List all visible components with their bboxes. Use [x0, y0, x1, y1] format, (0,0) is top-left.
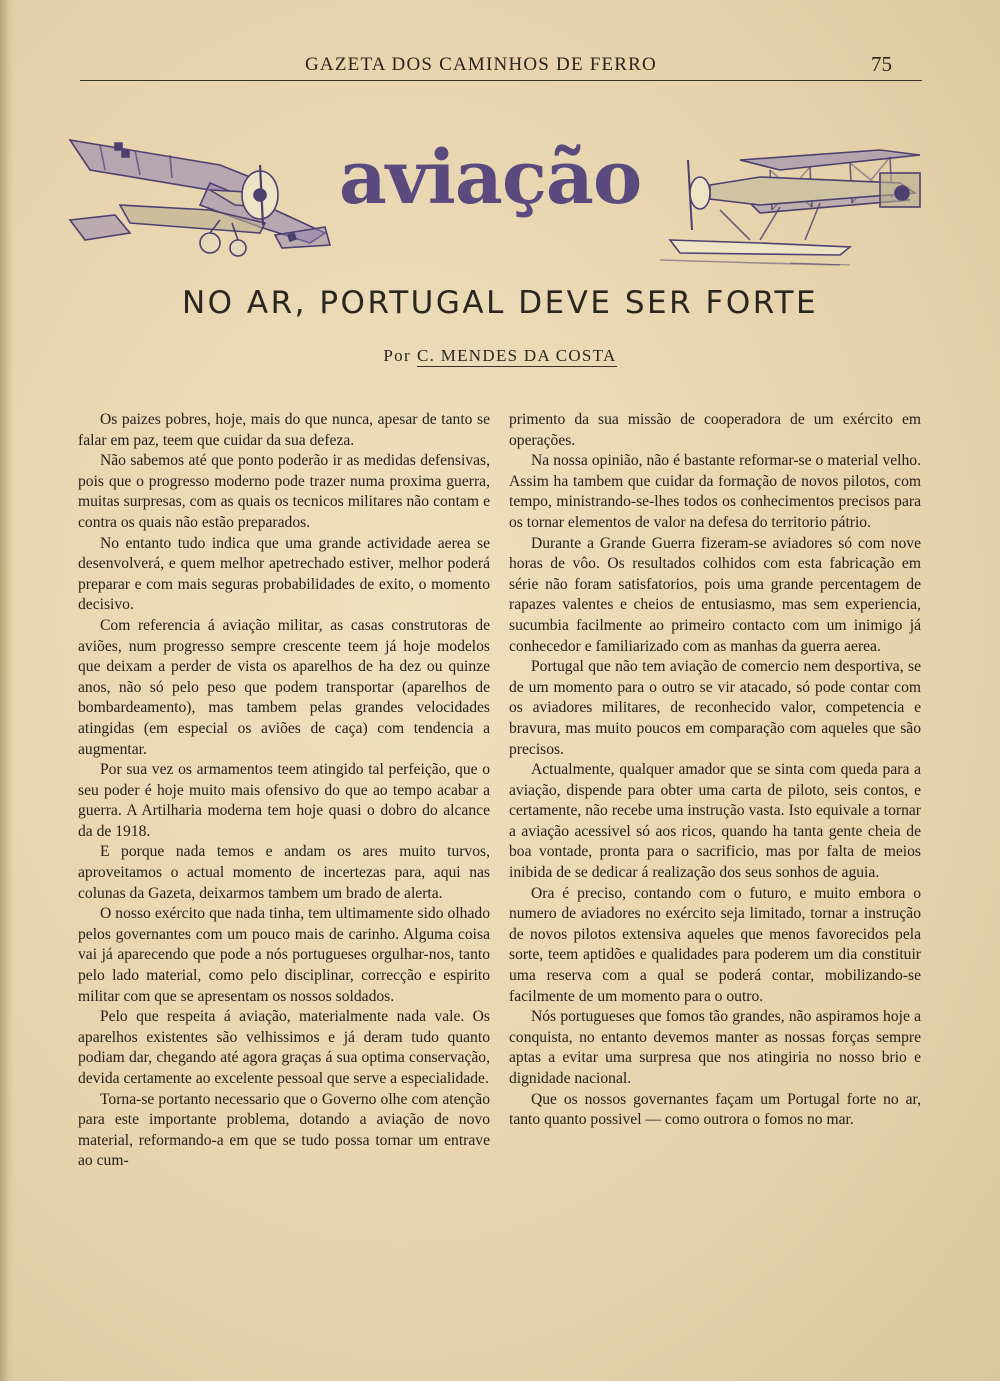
- monoplane-illustration: [70, 140, 330, 256]
- paragraph: Torna-se portanto necessario que o Governo olhe com atenção para este importante problema, dotando a aviação de novo material, reformando-a em que se tudo possa tornar um entrave ao cum-: [78, 1090, 490, 1170]
- article-title: NO AR, PORTUGAL DEVE SER FORTE: [181, 285, 819, 321]
- paragraph: O nosso exército que nada tinha, tem ultimamente sido olhado pelos governantes com um pouco mais de carinho. Alguma coisa vai já aparecendo que pode a nós portugueses orgulhar-nos, tanto pelo lado material, como pelo disciplinar, correcção e espirito militar com que se apresentam os nossos soldados.: [78, 905, 490, 1005]
- running-title: GAZETA DOS CAMINHOS DE FERRO: [305, 54, 657, 75]
- article-column-right: [509, 410, 921, 1131]
- banner: [60, 115, 930, 280]
- paragraph: Por sua vez os armamentos teem atingido tal perfeição, que o seu poder é hoje muito mais ofensivo do que ao tempo acabar a guerra. A Artilharia moderna tem hoje quasi o dobro do alcance da de 1918.: [78, 761, 490, 840]
- paragraph: Nós portugueses que fomos tão grandes, não aspiramos hoje a conquista, no entanto devemos manter as nossas forças sempre aptas a evitar uma surpresa que nos atingiria no nosso brio e dignidade nacional.: [509, 1008, 921, 1087]
- paragraph: Não sabemos até que ponto poderão ir as medidas defensivas, pois que o progresso moderno pode trazer numa proxima guerra, muitas surpresas, com as quais os tecnicos militares não contam e contra os quais não estão preparados.: [78, 452, 490, 531]
- paragraph: Portugal que não tem aviação de comercio nem desportiva, se de um momento para o outro se vir atacado, só pode contar com os aviadores militares, de reconhecido valor, competencia e bravura, mas muito poucos em comparação com aqueles que são precisos.: [509, 658, 921, 758]
- page-number: 75: [871, 52, 892, 76]
- paragraph: primento da sua missão de cooperadora de um exército em operações.: [509, 411, 921, 449]
- paragraph: Que os nossos governantes façam um Portugal forte no ar, tanto quanto possivel — como outrora o fomos no mar.: [509, 1090, 921, 1129]
- running-head: [80, 52, 922, 81]
- paragraph: Os paizes pobres, hoje, mais do que nunca, apesar de tanto se falar em paz, teem que cuidar da sua defeza.: [78, 411, 490, 449]
- paragraph: Na nossa opinião, não é bastante reformar-se o material velho. Assim ha tambem que cuidar da formação de novos pilotos, com tempo, ministrando-se-lhes todos os conhecimentos precisos para os tornar elementos de valor na defesa do territorio pátrio.: [509, 452, 921, 531]
- paragraph: E porque nada temos e andam os ares muito turvos, aproveitamos o actual momento de incertezas para, aqui nas colunas da Gazeta, deixarmos tambem um brado de alerta.: [78, 843, 490, 902]
- byline-prefix: Por: [383, 346, 411, 365]
- page-edge-shadow: [0, 0, 14, 1381]
- banner-title: aviação: [338, 135, 642, 221]
- byline: [0, 346, 1000, 366]
- paragraph: Ora é preciso, contando com o futuro, e muito embora o numero de aviadores no exército seja limitado, tornar a instrução de novos pilotos extensiva aqueles que menos favorecidos pela sorte, teem aptidões e qualidades para poderem um dia constituir uma reserva com a qual se poderá contar, mobilizando-se facilmente de um momento para o outro.: [509, 884, 921, 1005]
- article-column-left: [78, 410, 490, 1172]
- paragraph: Pelo que respeita á aviação, materialmente nada vale. Os aparelhos existentes são velhissimos e já deram tudo quanto podiam dar, chegando até agora graças á sua optima conservação, devida certamente ao excelente pessoal que serve a especialidade.: [78, 1008, 490, 1087]
- paragraph: Actualmente, qualquer amador que se sinta com queda para a aviação, dispende para obter uma carta de piloto, seis contos, e certamente, não recebe uma instrução vasta. Isto equivale a tornar a aviação acessivel só aos ricos, quando ha tanta gente cheia de boa vontade, pronta para o sacrificio, mas por falta de meios inibida de se dedicar á realização dos seus sonhos de aguia.: [509, 761, 921, 882]
- paragraph: Com referencia á aviação militar, as casas construtoras de aviões, num progresso sempre crescente teem já hoje modelos que deixam a perder de vista os aparelhos de ha dez ou quinze anos, não só pelo peso que podem transportar (aparelhos de bombardeamento), mas tambem pelas grandes velocidades atingidas (em especial os aviões de caça) com tendencia a augmentar.: [78, 616, 490, 758]
- paragraph: No entanto tudo indica que uma grande actividade aerea se desenvolverá, e quem melhor apetrechado estiver, melhor poderá preparar e com mais seguras probabilidades de exito, o momento decisivo.: [78, 534, 490, 614]
- seaplane-illustration: [660, 150, 920, 265]
- paragraph: Durante a Grande Guerra fizeram-se aviadores só com nove horas de vôo. Os resultados colhidos com esta fabricação em série não foram satisfatorios, pois uma grande percentagem de rapazes valentes e cheios de entusiasmo, mas sem experiencia, sucumbia facilmente ao primeiro contacto com um inimigo já conhecedor e familiarizado com as manhas da guerra aerea.: [509, 534, 921, 655]
- author-name: C. MENDES DA COSTA: [416, 346, 617, 365]
